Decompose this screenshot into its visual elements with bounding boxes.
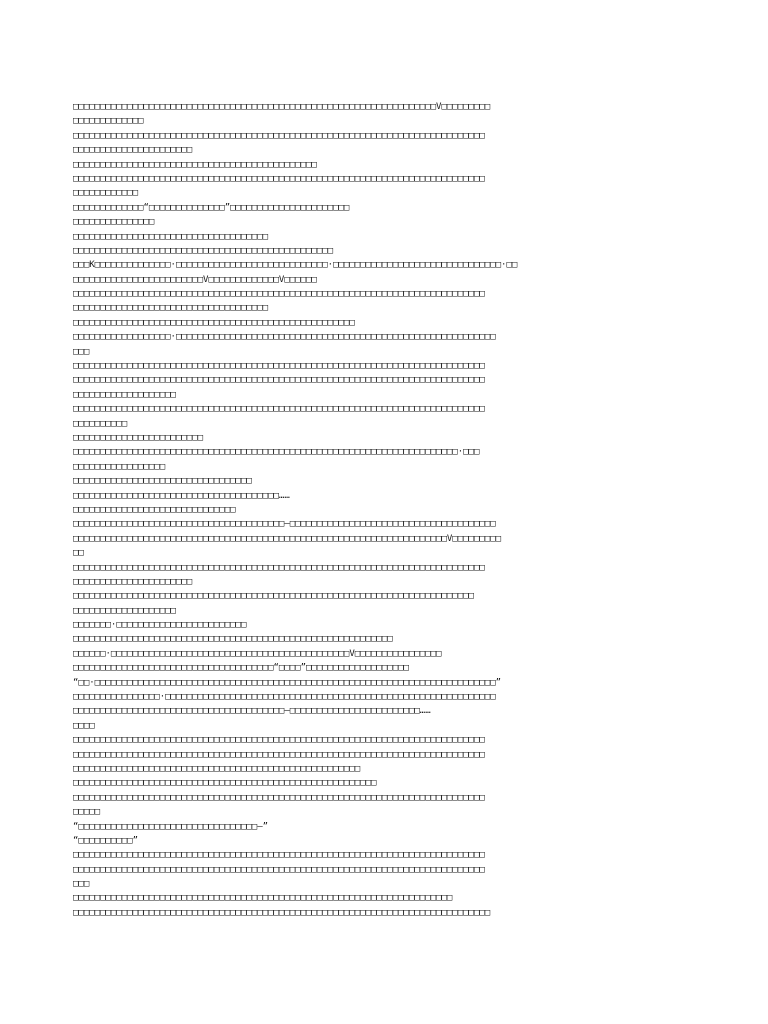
text-line: □□□□□□□□□□□□□□□□□□□□□□□□□□□□□□□□□□□□ bbox=[73, 303, 269, 314]
text-line: □□□□□□□□□□□□□□□□□□□□□□□□□□□□□□□□□□□□□□□□□□□□□□□□□□□□□ bbox=[73, 763, 361, 774]
text-line: □□□□□□□□□□□□□□□□□□□□□□□□□□□□□□□□□□□□□□□□□□□□□ bbox=[73, 159, 317, 170]
text-line: □□□□□□□□□□□□□□□□□□□ bbox=[73, 605, 176, 616]
text-line: □□□□□□□□□□□□□□□□□□□□□□□□□□□□□□□□□□□□□□□□□□□□□□□□□□□□□□□□□□□□□□□□□□□□□□□□□□ bbox=[73, 591, 474, 602]
text-line: □□□□□□□□□□□□□□□□□□□□□□□□□□□□□□□□□□□□□□…… bbox=[73, 490, 290, 501]
text-line: □□□□□□□□□□□□□□□□□□·□□□□□□□□□□□□□□□□□□□□□□□□□□□□□□□□□□□□□□□□□□□□□□□□□□□□□□□□□□□ bbox=[73, 332, 496, 343]
text-line: □□□□□□□□□□□□□□□□□□□□□□□□□□□□□□□□□□□□□□□□□□□□□□□□□□□□□□□□□□□ bbox=[73, 634, 393, 645]
text-line: “□□·□□□□□□□□□□□□□□□□□□□□□□□□□□□□□□□□□□□□□□□□□□□□□□□□□□□□□□□□□□□□□□□□□□□□□□□□□□” bbox=[73, 677, 502, 688]
text-line: □□□□□□□□□□□□□□□□□□□□□□□□□□□□□□□□□□□□□□□□□□□□□□□□□□□□□□□□□□□□□□□□□□□□□□□□□□□□ bbox=[73, 850, 485, 861]
text-line: □□□□□□□□□□□□□□□□□□□□□□□□□□□□□□□□□□□□□□□□□□□□□□□□□□□□□□□□□□□□□□□□□□□□□□□□□□□□ bbox=[73, 289, 485, 300]
text-line: □□□□□□□□□□□□□□□□□□□□□□□□V□□□□□□□□□□□□□V□□□□□□ bbox=[73, 274, 317, 285]
text-line: □□□K□□□□□□□□□□□□□□·□□□□□□□□□□□□□□□□□□□□□□□□□□□□·□□□□□□□□□□□□□□□□□□□□□□□□□□□□□□□·□□ bbox=[73, 260, 518, 271]
text-line: □□□□□□□□□□□□□□□□□□□□□□□□ bbox=[73, 432, 204, 443]
text-line: □□□□□□□□□□□□□□□□□ bbox=[73, 461, 166, 472]
text-line: □□□□□□□□□□□□□□□□□□□□□□□□□□□□□□□□□□□□□□□□□□□□□□□□□□□□□□□□□□□□□□□□□□□□□□□□□□□□ bbox=[73, 130, 485, 141]
document-body bbox=[73, 100, 713, 920]
text-line: □□□□□□·□□□□□□□□□□□□□□□□□□□□□□□□□□□□□□□□□□□□□□□□□□□□V□□□□□□□□□□□□□□□□ bbox=[73, 648, 442, 659]
text-line: □□□□□□□□□□□□□□□□□□□□□□□□□□□□□□□□□□□□□□□□□□□□□□□□□□□□ bbox=[73, 317, 355, 328]
text-line: □□□□□□□□□□□□□□□□□□□□□□□□□□□□□□□□□□□□□□□□□□□□□□□□□□□□□□□□□□□□□□□□□□□□□□□□□□□□ bbox=[73, 361, 485, 372]
text-line: □□□□□□□□□□□□□□□□□□□ bbox=[73, 389, 176, 400]
text-line: □□□□□□□□□□□□□□□□□□□□□□□□□□□□□□□□□□□□ bbox=[73, 231, 269, 242]
text-line: □□□□□ bbox=[73, 807, 101, 818]
text-line: □□□□□□□□□□□□□□□□□□□□□□□□□□□□□□□□□□□□□□□□□□□□□□□□□□□□□□□□□□□□□□□□□□□□□□□□□□□□ bbox=[73, 792, 485, 803]
text-line: □□□□□□□□□□□□□□□□□□□□□□□□□□□□□□□□□□□□□□□□□□□□□□□□□□□□□□□□□□□□□□□□□□□□□□□□□□□□ bbox=[73, 749, 485, 760]
text-line: “□□□□□□□□□□” bbox=[73, 835, 139, 846]
text-line: □□□□□□□□□□□□□□□□□□□□□□□□□□□□□□□□□□□□□□□□□□□□□□□□ bbox=[73, 245, 334, 256]
text-line: □□□□□□□□□□□□□□□□□□□□□□□□□□□□□□□□□□□□□□□□□□□□□□□□□□□□□□□□□□□□□□□□□□□□□□□□□□□□ bbox=[73, 173, 485, 184]
text-line: □□□□□□□□□□□□□ bbox=[73, 116, 144, 127]
text-line: □□ bbox=[73, 548, 84, 559]
text-line: □□□ bbox=[73, 346, 90, 357]
text-line: □□□□□□□□□□□□□□□□□□□□□□ bbox=[73, 576, 193, 587]
text-line: □□□□□□□□□□□□□□□□·□□□□□□□□□□□□□□□□□□□□□□□□□□□□□□□□□□□□□□□□□□□□□□□□□□□□□□□□□□□□□ bbox=[73, 692, 496, 703]
text-line: □□□□□□□□□□□□□□□□□□□□□□□□□□□□□□□□□□□□□□□—□□□□□□□□□□□□□□□□□□□□□□□□□□□□□□□□□□□□□□ bbox=[73, 519, 496, 530]
text-line: □□□□□□□□□□□□□□□□□□□□□□□□□□□□□□□□□□□□□□□—□□□□□□□□□□□□□□□□□□□□□□□□…… bbox=[73, 706, 431, 717]
text-line: □□□□□□□□□□□□□□□□□□□□□□□□□□□□□□□□□□□□□□□□□□□□□□□□□□□□□□□□□□□□□□□□□□□□□□□□□□□□ bbox=[73, 864, 485, 875]
text-line: □□□□□□□□□□□□□□□□□□□□□□□□□□□□□□□□□□□□□□□□□□□□□□□□□□□□□□□□□□□□□□□□□□□□□□□□□□□□ bbox=[73, 404, 485, 415]
text-line: □□□□□□□□□□□□□□□□□□□□□□□□□□□□□□□□□□□□□□□□□□□□□□□□□□□□□□□□□□□□□□□□□□□□□V□□□□□□□□□ bbox=[73, 533, 502, 544]
text-line: □□□□□□□·□□□□□□□□□□□□□□□□□□□□□□□□ bbox=[73, 620, 247, 631]
text-line: □□□ bbox=[73, 879, 90, 890]
text-line: □□□□□□□□□□□□□□□□□□□□□□□□□□□□□□□□□□□□□□□□□□□□□□□□□□□□□□□□ bbox=[73, 778, 377, 789]
text-line: □□□□□□□□□□□□□□□□□□□□□□□□□□□□□□□□□□□□□□□□□□□□□□□□□□□□□□□□□□□□□□□□□□□□□□□□□□□□ bbox=[73, 375, 485, 386]
text-line: □□□□□□□□□□□□□□□ bbox=[73, 217, 155, 228]
text-line: □□□□□□□□□□□□□“□□□□□□□□□□□□□□”□□□□□□□□□□□□□□□□□□□□□□ bbox=[73, 202, 350, 213]
text-line: □□□□□□□□□□ bbox=[73, 418, 128, 429]
text-line: □□□□□□□□□□□□□□□□□□□□□□ bbox=[73, 145, 193, 156]
text-line: □□□□□□□□□□□□ bbox=[73, 188, 139, 199]
text-line: □□□□□□□□□□□□□□□□□□□□□□□□□□□□□□□□□□□□□□□□□□□□□□□□□□□□□□□□□□□□□□□□□□□V□□□□□□□□□ bbox=[73, 102, 491, 112]
text-line: “□□□□□□□□□□□□□□□□□□□□□□□□□□□□□□□□□—” bbox=[73, 821, 269, 832]
text-line: □□□□□□□□□□□□□□□□□□□□□□□□□□□□□□□□□□□□□□□□□□□□□□□□□□□□□□□□□□□□□□□□□□□□□□□·□□□ bbox=[73, 447, 480, 458]
text-line: □□□□□□□□□□□□□□□□□□□□□□□□□□□□□□□□□□□□□□□□□□□□□□□□□□□□□□□□□□□□□□□□□□□□□□ bbox=[73, 893, 453, 904]
text-line: □□□□□□□□□□□□□□□□□□□□□□□□□□□□□□ bbox=[73, 504, 236, 515]
text-line: □□□□ bbox=[73, 720, 95, 731]
text-line: □□□□□□□□□□□□□□□□□□□□□□□□□□□□□□□□□□□□□□□□□□□□□□□□□□□□□□□□□□□□□□□□□□□□□□□□□□□□ bbox=[73, 562, 485, 573]
text-line: □□□□□□□□□□□□□□□□□□□□□□□□□□□□□□□□□□□□□“□□□□”□□□□□□□□□□□□□□□□□□□ bbox=[73, 663, 409, 674]
text-line: □□□□□□□□□□□□□□□□□□□□□□□□□□□□□□□□□ bbox=[73, 476, 252, 487]
text-line: □□□□□□□□□□□□□□□□□□□□□□□□□□□□□□□□□□□□□□□□□□□□□□□□□□□□□□□□□□□□□□□□□□□□□□□□□□□□□ bbox=[73, 907, 491, 918]
text-line: □□□□□□□□□□□□□□□□□□□□□□□□□□□□□□□□□□□□□□□□□□□□□□□□□□□□□□□□□□□□□□□□□□□□□□□□□□□□ bbox=[73, 735, 485, 746]
